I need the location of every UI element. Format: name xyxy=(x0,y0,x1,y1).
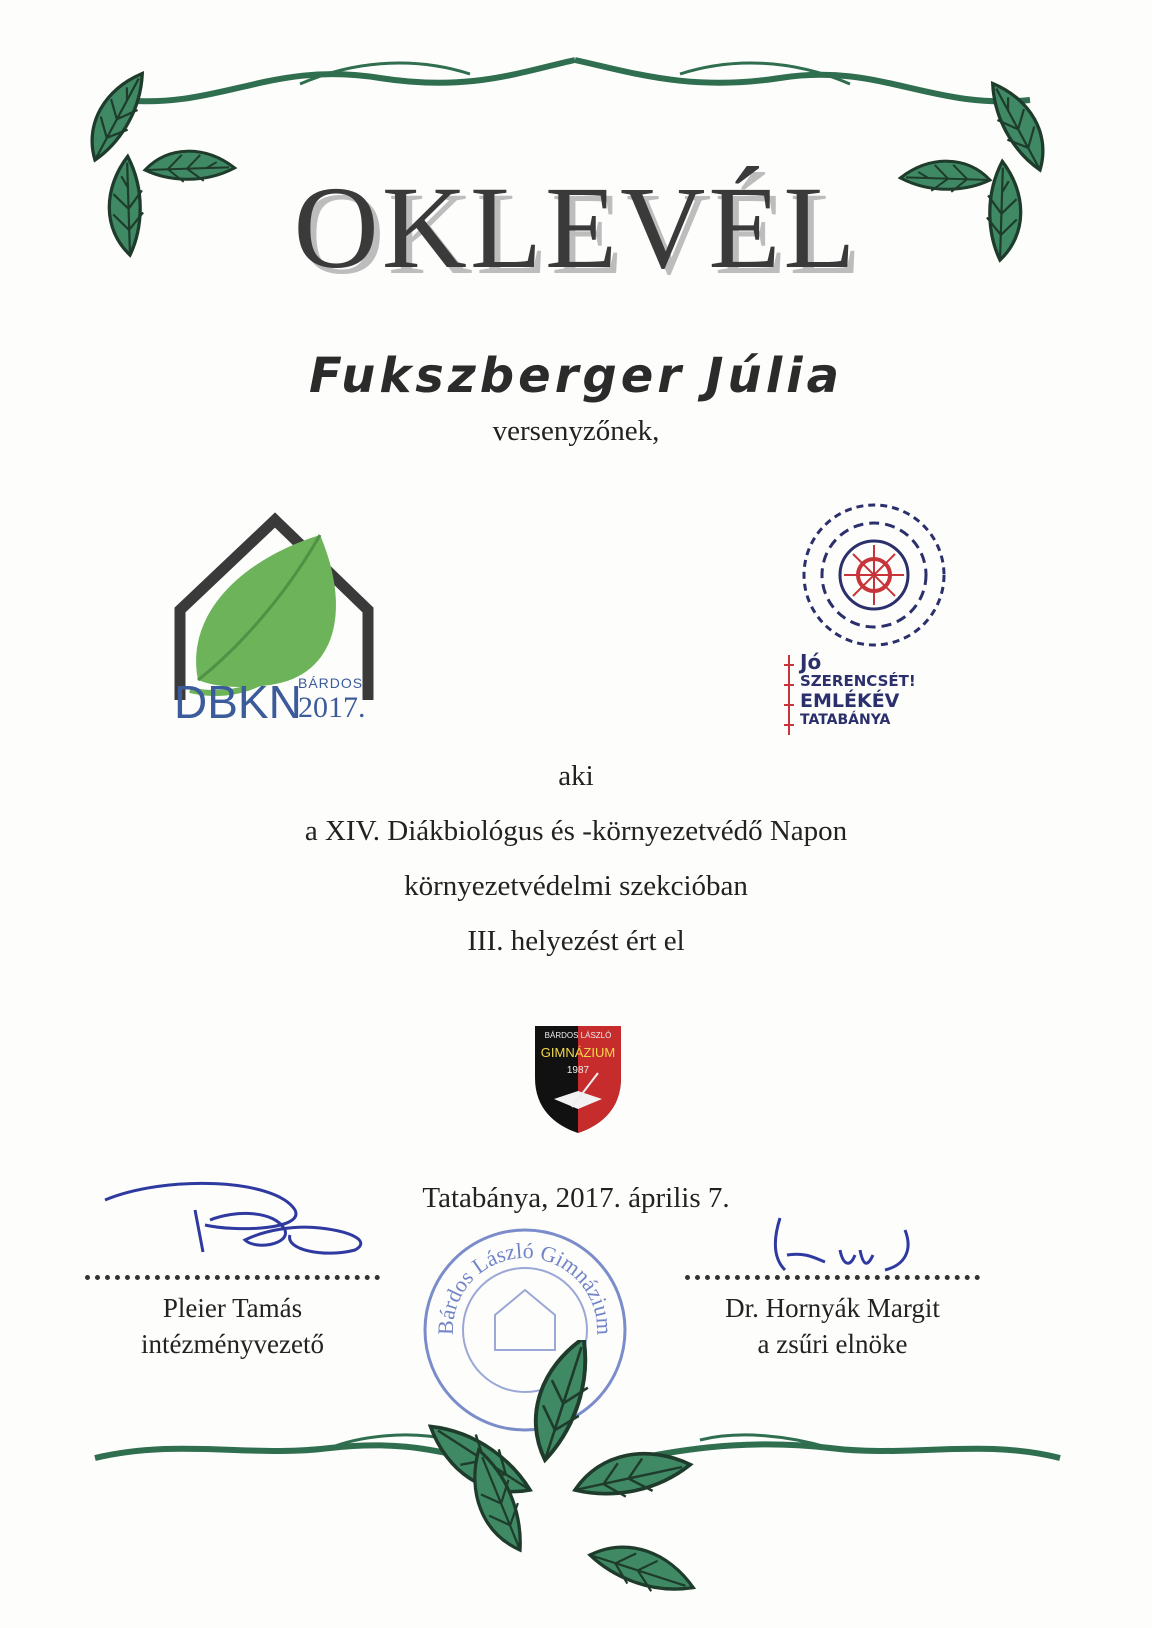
vertical-pattern-icon xyxy=(782,655,796,735)
emlekev-line2: SZERENCSÉT! xyxy=(800,672,916,690)
signer-left-name: Pleier Tamás xyxy=(162,1293,303,1323)
emlekev-line3: EMLÉKÉV xyxy=(800,690,900,712)
emlekev-line4: TATABÁNYA xyxy=(800,712,891,728)
emlekev-line1: Jó xyxy=(800,650,822,674)
stamp-text: Bárdos László Gimnázium xyxy=(432,1237,618,1336)
leaf-icon xyxy=(575,1418,691,1536)
school-crest xyxy=(532,1023,624,1135)
leaf-icon xyxy=(590,1525,693,1617)
dbkn-year: 2017. xyxy=(298,691,366,724)
signer-right-role: a zsűri elnöke xyxy=(757,1329,908,1359)
body-aki: aki xyxy=(558,760,594,792)
crest-year: 1987 xyxy=(566,1065,590,1076)
signature-line-left xyxy=(85,1275,380,1280)
body-line1: a XIV. Diákbiológus és -környezetvédő Napon xyxy=(304,815,848,847)
body-line2: környezetvédelmi szekcióban xyxy=(404,870,748,902)
leaf-icon xyxy=(979,83,1054,170)
dbkn-word: BÁRDOS xyxy=(298,675,364,691)
leaf-icon xyxy=(81,73,156,160)
signer-right-name: Dr. Hornyák Margit xyxy=(725,1293,940,1323)
dbkn-logo xyxy=(170,505,400,750)
emlekev-logo xyxy=(790,500,960,760)
signer-left-role: intézményvezető xyxy=(141,1329,324,1359)
place-date: Tatabánya, 2017. április 7. xyxy=(422,1182,730,1214)
dbkn-letters: DBKN xyxy=(174,676,302,728)
signature-left xyxy=(85,1170,385,1280)
crest-name: GIMNÁZIUM xyxy=(540,1045,616,1060)
leaf-icon xyxy=(510,1340,618,1460)
signature-line-right xyxy=(685,1275,980,1280)
rosette-icon xyxy=(794,500,954,650)
bottom-vine-ornament xyxy=(0,1340,1152,1628)
body-line3: III. helyezést ért el xyxy=(467,925,685,957)
signature-right xyxy=(755,1210,955,1280)
recipient-suffix: versenyzőnek, xyxy=(492,415,660,447)
recipient-name: Fukszberger Júlia xyxy=(308,348,843,404)
crest-top-text: BÁRDOS LÁSZLÓ xyxy=(544,1031,612,1040)
certificate-title: OKLEVÉL xyxy=(293,162,859,293)
